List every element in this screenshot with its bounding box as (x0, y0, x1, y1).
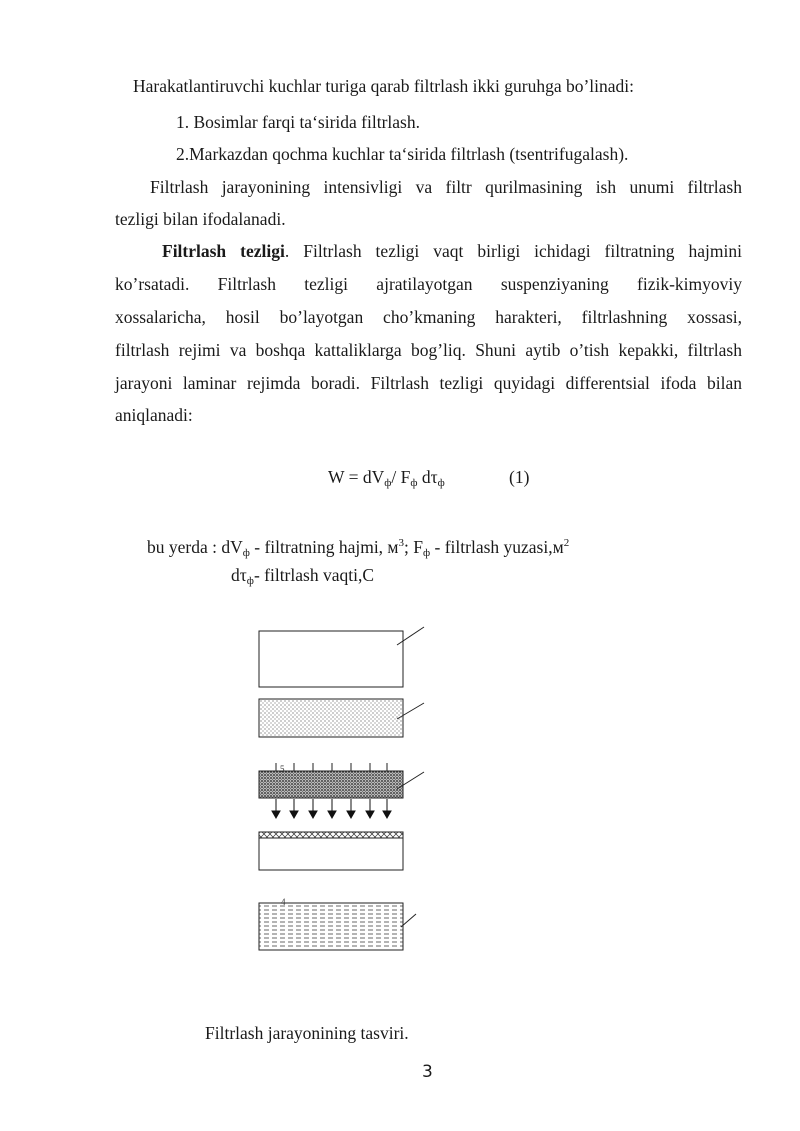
vessel-layer (259, 627, 424, 687)
paragraph-line: tezligi bilan ifodalanadi. (115, 209, 286, 229)
flow-arrows (272, 799, 391, 818)
section-heading: Filtrlash tezligi (162, 241, 285, 261)
paragraph-line: aniqlanadi: (115, 405, 193, 425)
list-item: 2.Markazdan qochma kuchlar ta‘sirida filtrlash (tsentrifugalash). (176, 144, 629, 164)
filter-partition (259, 832, 403, 870)
figure-caption: Filtrlash jarayonining tasviri. (205, 1023, 409, 1043)
layer-label: 5 (280, 764, 285, 774)
formula-number: (1) (509, 467, 530, 487)
layer-label: 4 (281, 897, 286, 907)
paragraph-line: ko’rsatadi. Filtrlash tezligi ajratilayotgan suspenziyaning fizik-kimyoviy (115, 274, 742, 294)
paragraph-line: jarayoni laminar rejimda boradi. Filtrlash tezligi quyidagi differentsial ifoda bilan (115, 373, 742, 393)
list-item: 1. Bosimlar farqi ta‘sirida filtrlash. (176, 112, 420, 132)
paragraph-line: xossalaricha, hosil bo’layotgan cho’kmaning harakteri, filtrlashning xossasi, (115, 307, 742, 327)
paragraph-line: filtrlash rejimi va boshqa kattaliklarga bog’liq. Shuni aytib o’tish kepakki, filtrlash (115, 340, 742, 360)
paragraph-text: . Filtrlash tezligi vaqt birligi ichidagi filtratning hajmini (284, 241, 742, 261)
page-number: 3 (422, 1062, 433, 1082)
filtrate-layer (259, 903, 416, 950)
variable-definitions: $d\tau_ф-$ filtrlash vaqti,С (231, 565, 374, 587)
formula: $W = dV_ф/$ $F_ф$ $d\tau_ф$ (328, 467, 445, 489)
paragraph-line: Filtrlash jarayonining intensivligi va filtr qurilmasining ish unumi filtrlash (150, 177, 742, 197)
suspension-layer (259, 699, 424, 737)
variable-definitions: bu yerda : $dV_ф$ - filtratning hajmi, $м^3$; $F_ф$ - filtrlash $yuzasi,м^2$ (147, 537, 570, 559)
intro-line: Harakatlantiruvchi kuchlar turiga qarab filtrlash ikki guruhga bo’linadi: (133, 76, 635, 96)
